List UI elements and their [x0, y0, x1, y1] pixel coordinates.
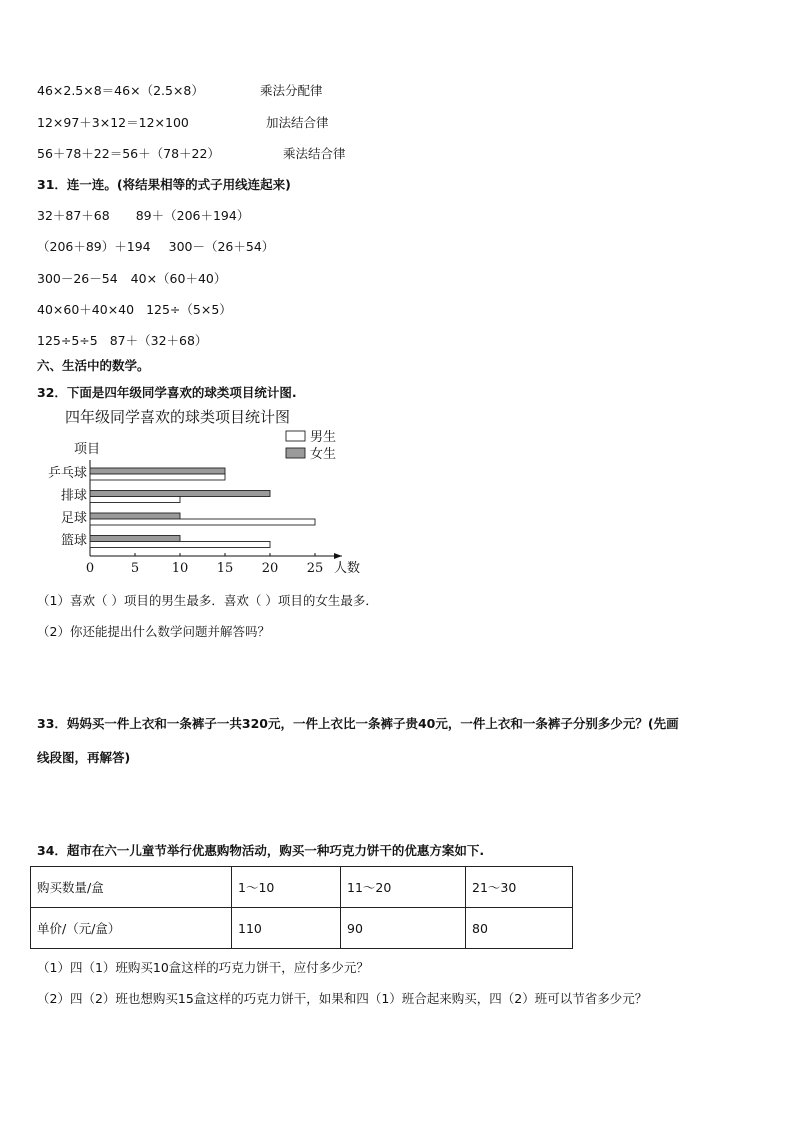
q34-title: 34．超市在六一儿童节举行优惠购物活动，购买一种巧克力饼干的优惠方案如下.: [37, 843, 485, 858]
match-row-4: [37, 301, 232, 319]
table-cell: 21～30: [466, 867, 573, 908]
x-tick-label: 15: [216, 561, 234, 576]
x-tick-label: 0: [85, 561, 95, 576]
match-row-5: [37, 332, 207, 350]
table-cell: 购买数量/盒: [31, 867, 232, 908]
bar-chart: [30, 402, 390, 580]
bar-boys: [90, 542, 270, 548]
match-right: 87＋（32＋68）: [109, 333, 208, 348]
match-left: 32＋87＋68: [37, 208, 110, 223]
bar-boys: [90, 497, 180, 503]
legend-swatch: [286, 431, 305, 441]
table-row: [31, 867, 573, 908]
q34-sub2: （2）四（2）班也想购买15盒这样的巧克力饼干，如果和四（1）班合起来购买，四（2）班可以节省多少元？: [37, 991, 648, 1006]
category-label: 足球: [60, 511, 87, 526]
match-row-3: [37, 270, 226, 288]
y-axis-label: 项目: [74, 442, 101, 457]
q32-sub1: （1）喜欢（ ）项目的男生最多．喜欢（ ）项目的女生最多．: [37, 593, 378, 608]
legend-label: 女生: [310, 447, 337, 462]
law-expression: 46×2.5×8＝46×（2.5×8）: [37, 83, 204, 98]
bar-boys: [90, 519, 315, 525]
category-label: 排球: [60, 488, 87, 504]
bar-girls: [90, 536, 180, 542]
x-tick-label: 5: [130, 561, 140, 576]
q31-title: 31．连一连。(将结果相等的式子用线连起来): [37, 177, 291, 192]
match-right: 40×（60＋40）: [130, 271, 227, 286]
x-tick-label: 25: [306, 561, 324, 576]
table-cell: 80: [466, 908, 573, 949]
match-row-1: [37, 207, 249, 225]
legend-label: 男生: [310, 430, 337, 445]
bar-girls: [90, 468, 225, 474]
match-right: 300－（26＋54）: [168, 239, 275, 254]
table-cell: 110: [232, 908, 341, 949]
chart-title: 四年级同学喜欢的球类项目统计图: [65, 408, 291, 426]
match-left: 300－26－54: [37, 271, 118, 286]
match-row-2: [37, 238, 274, 256]
q32-sub2: （2）你还能提出什么数学问题并解答吗？: [37, 624, 270, 639]
legend-swatch: [286, 448, 305, 458]
table-cell: 1～10: [232, 867, 341, 908]
law-name: 加法结合律: [266, 115, 329, 130]
q34-sub1: （1）四（1）班购买10盒这样的巧克力饼干，应付多少元？: [37, 960, 369, 975]
price-table: [30, 866, 573, 949]
category-label: 篮球: [60, 533, 87, 549]
category-labels: [48, 465, 87, 549]
x-axis-label: 人数: [334, 561, 361, 576]
section-heading: 六、生活中的数学。: [37, 358, 150, 373]
bar-girls: [90, 513, 180, 519]
law-row-3: [37, 145, 220, 163]
category-label: 乒乓球: [47, 466, 87, 481]
x-tick-label: 20: [261, 561, 279, 576]
table-cell: 11～20: [341, 867, 466, 908]
x-axis-arrow: [334, 553, 342, 559]
table-cell: 90: [341, 908, 466, 949]
law-row-1: [37, 82, 204, 100]
law-row-2: [37, 114, 189, 132]
law-expression: 56＋78＋22＝56＋（78＋22）: [37, 146, 220, 161]
q32-title: 32．下面是四年级同学喜欢的球类项目统计图.: [37, 385, 297, 400]
q33-line1: 33．妈妈买一件上衣和一条裤子一共320元，一件上衣比一条裤子贵40元，一件上衣和一条裤子分别多少元？(先画: [37, 716, 679, 731]
tick-labels: [86, 561, 323, 576]
chart-legend: [286, 429, 336, 462]
bar-boys: [90, 474, 225, 480]
q33-line2: 线段图，再解答): [37, 750, 131, 765]
match-left: 125÷5÷5: [37, 333, 98, 348]
chart-bars: [90, 468, 315, 548]
match-left: （206＋89）＋194: [37, 239, 151, 254]
law-name: 乘法分配律: [260, 83, 323, 98]
match-right: 89＋（206＋194）: [135, 208, 250, 223]
match-left: 40×60＋40×40: [37, 302, 135, 317]
table-row: [31, 908, 573, 949]
table-cell: 单价/（元/盒）: [31, 908, 232, 949]
x-tick-label: 10: [171, 561, 189, 576]
match-right: 125÷（5×5）: [146, 302, 232, 317]
law-expression: 12×97＋3×12＝12×100: [37, 115, 189, 130]
law-name: 乘法结合律: [283, 146, 346, 161]
bar-girls: [90, 491, 270, 497]
